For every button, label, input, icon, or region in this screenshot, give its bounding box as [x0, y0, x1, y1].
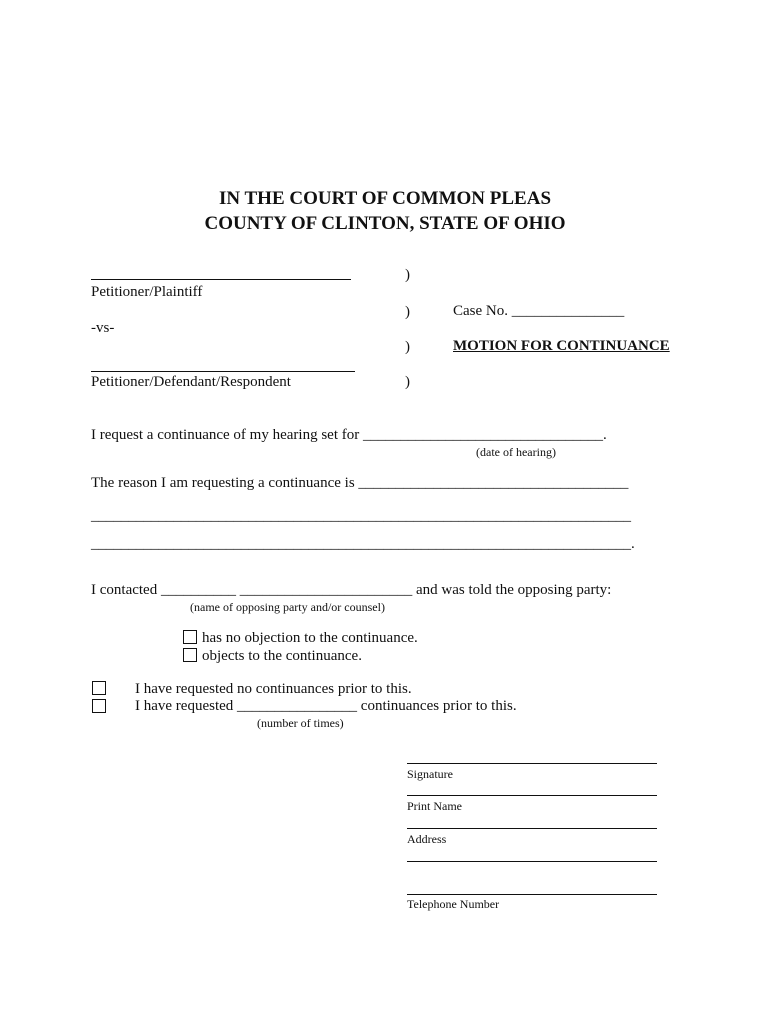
objects-checkbox[interactable] — [183, 648, 197, 662]
reason-line-3[interactable]: ________________________________________________________________________. — [91, 536, 635, 552]
number-of-times-hint: (number of times) — [257, 716, 344, 730]
no-objection-label: has no objection to the continuance. — [202, 630, 418, 646]
reason-line-2[interactable]: ________________________________________________________________________ — [91, 508, 631, 524]
no-prior-continuances-label: I have requested no continuances prior to this. — [135, 681, 412, 697]
caption-paren: ) — [405, 304, 410, 320]
hearing-date-field[interactable]: I request a continuance of my hearing set for ________________________________. — [91, 427, 607, 443]
telephone-line[interactable] — [407, 894, 657, 895]
petitioner-label: Petitioner/Plaintiff — [91, 284, 203, 300]
hearing-date-hint: (date of hearing) — [476, 445, 556, 459]
respondent-name-line[interactable] — [91, 371, 355, 372]
respondent-label: Petitioner/Defendant/Respondent — [91, 374, 291, 390]
contacted-party-field[interactable]: I contacted __________ _______________________ and was told the opposing party: — [91, 582, 612, 598]
address-label: Address — [407, 832, 447, 846]
case-number-field[interactable]: Case No. _______________ — [453, 303, 625, 319]
print-name-label: Print Name — [407, 799, 462, 813]
prior-continuances-field[interactable]: I have requested ________________ continuances prior to this. — [135, 698, 517, 714]
motion-title: MOTION FOR CONTINUANCE — [453, 338, 670, 354]
contacted-party-hint: (name of opposing party and/or counsel) — [190, 600, 385, 614]
objects-label: objects to the continuance. — [202, 648, 362, 664]
print-name-line[interactable] — [407, 795, 657, 796]
address-line-2[interactable] — [407, 861, 657, 862]
versus-label: -vs- — [91, 320, 115, 336]
reason-field[interactable]: The reason I am requesting a continuance is ____________________________________ — [91, 475, 629, 491]
court-title: IN THE COURT OF COMMON PLEAS — [218, 188, 552, 209]
caption-paren: ) — [405, 339, 410, 355]
county-title: COUNTY OF CLINTON, STATE OF OHIO — [204, 213, 566, 234]
signature-label: Signature — [407, 767, 453, 781]
telephone-label: Telephone Number — [407, 897, 500, 911]
address-line[interactable] — [407, 828, 657, 829]
caption-paren: ) — [405, 267, 410, 283]
prior-continuances-checkbox[interactable] — [92, 699, 106, 713]
no-prior-continuances-checkbox[interactable] — [92, 681, 106, 695]
petitioner-name-line[interactable] — [91, 279, 351, 280]
no-objection-checkbox[interactable] — [183, 630, 197, 644]
signature-line[interactable] — [407, 763, 657, 764]
caption-paren: ) — [405, 374, 410, 390]
